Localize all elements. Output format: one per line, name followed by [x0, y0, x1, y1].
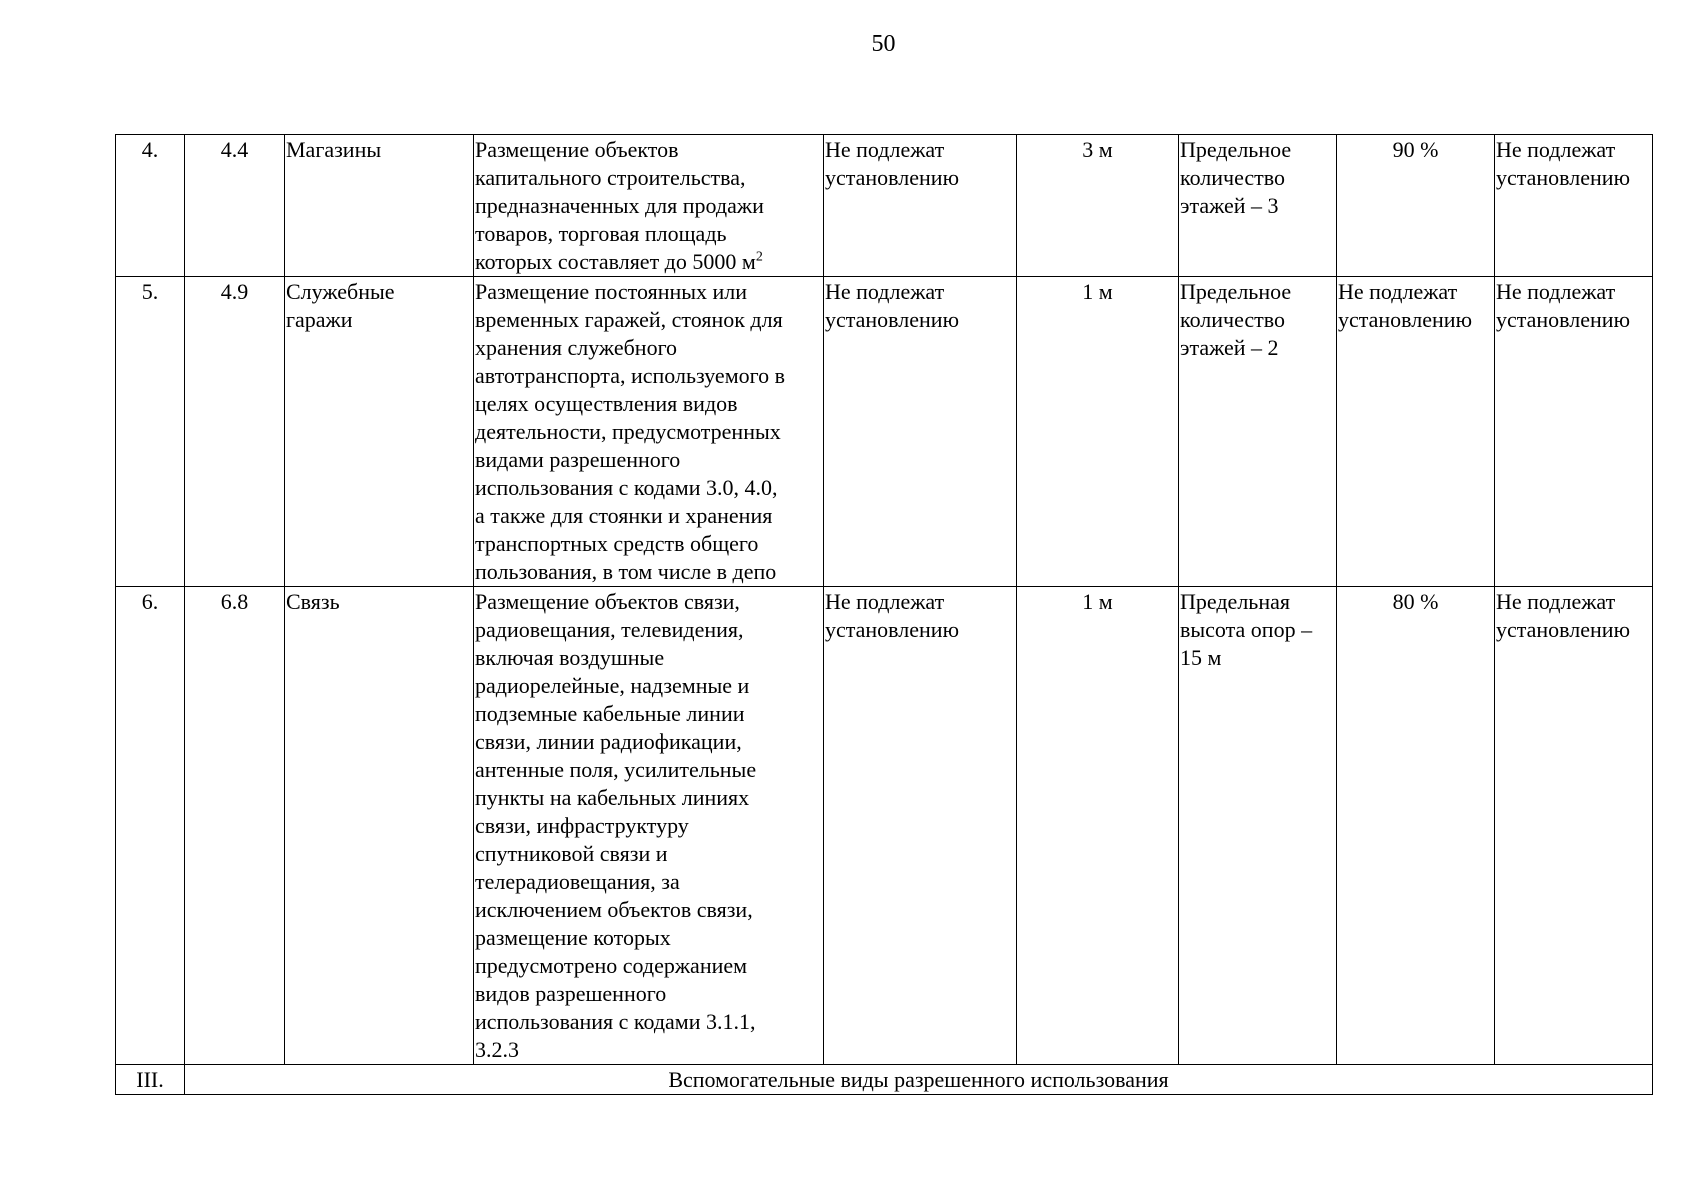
use-code: 6.8: [185, 587, 285, 1065]
other-params-cell: Не подлежат установлению: [1495, 277, 1653, 587]
use-name: Служебные гаражи: [285, 277, 474, 587]
use-name: Связь: [285, 587, 474, 1065]
min-setback-cell: 3 м: [1017, 135, 1179, 277]
other-params-cell: Не подлежат установлению: [1495, 587, 1653, 1065]
superscript: 2: [755, 249, 763, 265]
table-row: [116, 587, 1653, 1065]
row-number: 6.: [116, 587, 185, 1065]
table-row: [116, 277, 1653, 587]
row-number: 4.: [116, 135, 185, 277]
row-number: 5.: [116, 277, 185, 587]
min-setback-cell: 1 м: [1017, 277, 1179, 587]
other-params-cell: Не подлежат установлению: [1495, 135, 1653, 277]
section-header-row: [116, 1065, 1653, 1095]
use-name: Магазины: [285, 135, 474, 277]
section-number: III.: [116, 1065, 185, 1095]
page-number: 50: [871, 31, 896, 57]
coverage-cell: 90 %: [1337, 135, 1495, 277]
coverage-cell: 80 %: [1337, 587, 1495, 1065]
use-description: [474, 135, 824, 277]
height-limit-cell: Предельное количество этажей – 2: [1179, 277, 1337, 587]
section-title: Вспомогательные виды разрешенного использования: [185, 1065, 1653, 1095]
table-row: [116, 135, 1653, 277]
use-description: Размещение постоянных или временных гаражей, стоянок для хранения служебного автотранспорта, используемого в целях осуществления видов деятельности, предусмотренных видами разрешенного использования с кодами 3.0, 4.0, а также для стоянки и хранения транспортных средств общего пользования, в том числе в депо: [474, 277, 824, 587]
use-code: 4.4: [185, 135, 285, 277]
min-setback-cell: 1 м: [1017, 587, 1179, 1065]
max-area-cell: Не подлежат установлению: [824, 135, 1017, 277]
max-area-cell: Не подлежат установлению: [824, 277, 1017, 587]
regulations-table: [115, 134, 1653, 1095]
height-limit-cell: Предельная высота опор – 15 м: [1179, 587, 1337, 1065]
use-description: Размещение объектов связи, радиовещания, телевидения, включая воздушные радиорелейные, надземные и подземные кабельные линии связи, линии радиофикации, антенные поля, усилительные пункты на кабельных линиях связи, инфраструктуру спутниковой связи и телерадиовещания, за исключением объектов связи, размещение которых предусмотрено содержанием видов разрешенного использования с кодами 3.1.1, 3.2.3: [474, 587, 824, 1065]
height-limit-cell: Предельное количество этажей – 3: [1179, 135, 1337, 277]
coverage-cell: Не подлежат установлению: [1337, 277, 1495, 587]
use-description-text: Размещение объектов капитального строительства, предназначенных для продажи товаров, торговая площадь которых составляет до 5000 м: [475, 137, 764, 274]
max-area-cell: Не подлежат установлению: [824, 587, 1017, 1065]
use-code: 4.9: [185, 277, 285, 587]
